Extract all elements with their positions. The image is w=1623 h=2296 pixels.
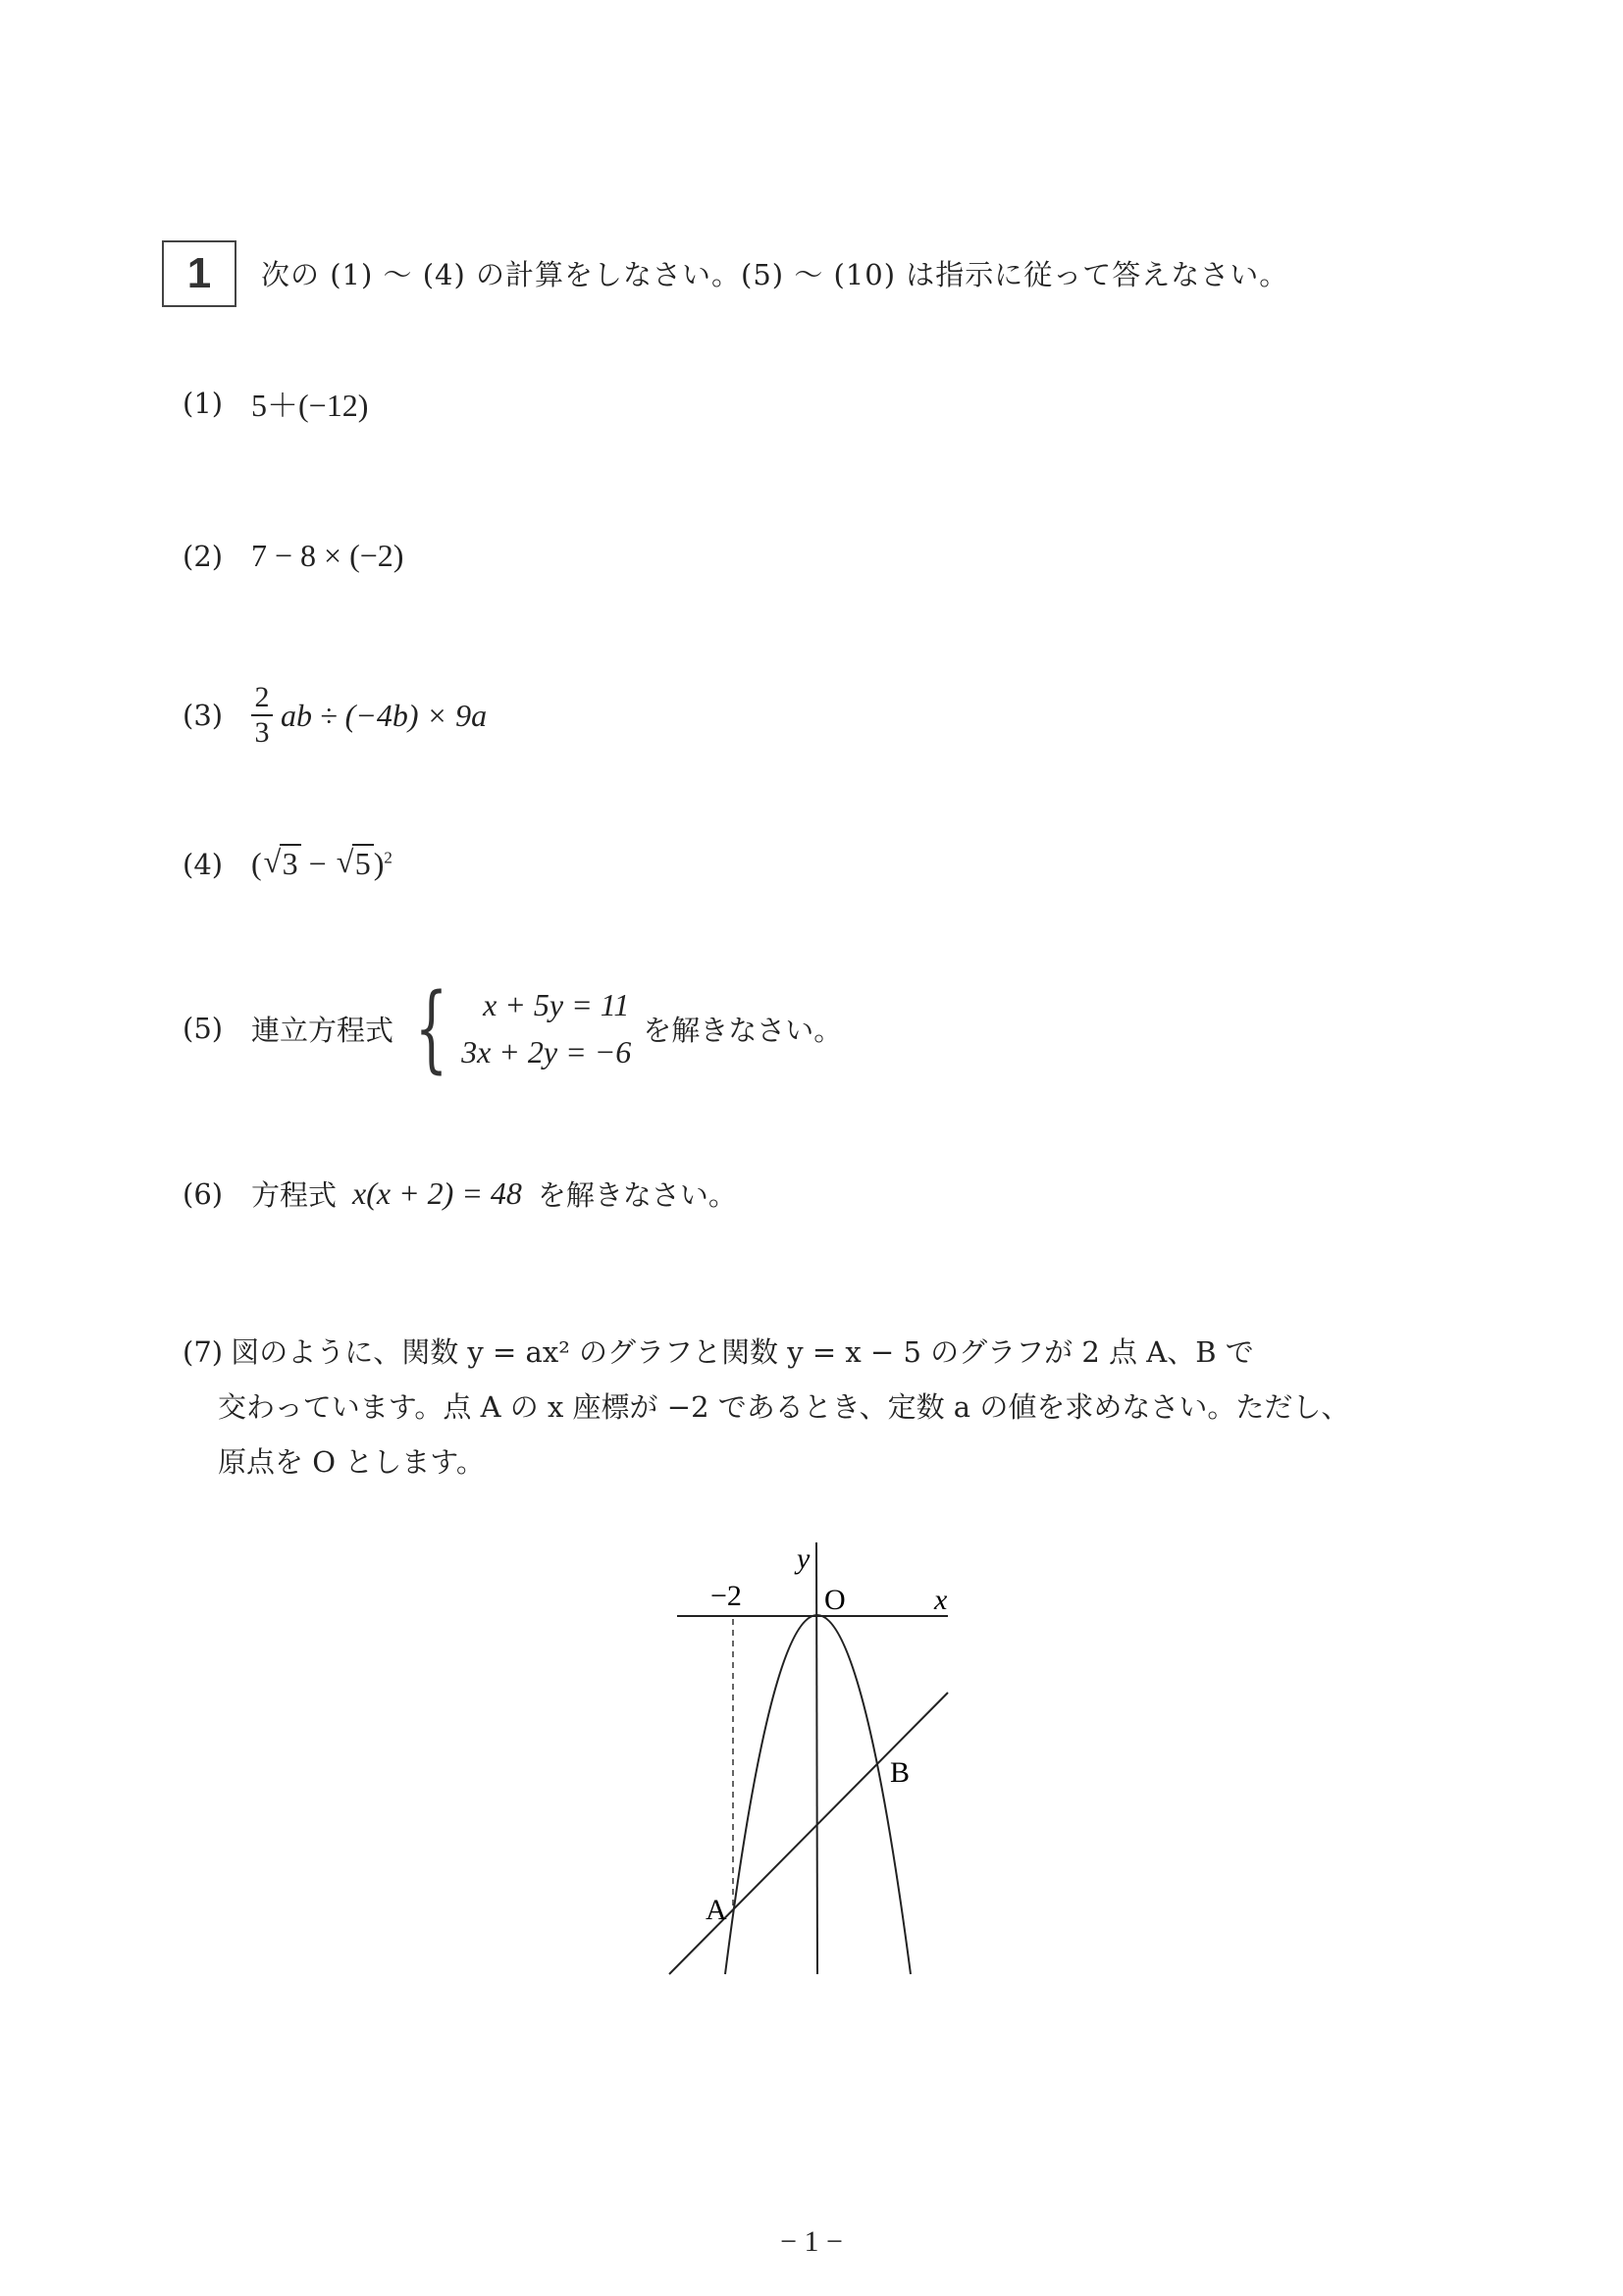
paren-close: ) (373, 846, 385, 881)
equation-2: 3x + 2y = −6 (461, 1034, 632, 1070)
problem-3 (183, 683, 487, 748)
problem-expression: 5＋(−12) (251, 388, 369, 423)
problem-2 (183, 538, 403, 574)
problem-7-line-2: 交わっています。点 A の x 座標が −2 であるとき、定数 a の値を求めなさい。ただし、 (218, 1390, 1350, 1424)
left-brace-icon: { (414, 973, 448, 1083)
line-graph (669, 1693, 948, 1974)
problem-suffix: を解きなさい。 (537, 1178, 737, 1212)
problem-1 (183, 381, 368, 426)
problem-7 (183, 1325, 1448, 1489)
radicand: 5 (352, 844, 374, 881)
square-root (264, 846, 301, 882)
problem-label: (5) (183, 1012, 224, 1045)
problem-prefix: 連立方程式 (251, 1013, 394, 1047)
y-axis (816, 1542, 817, 1974)
problem-expression: ab ÷ (−4b) × 9a (281, 697, 488, 733)
point-b-label: B (890, 1756, 911, 1789)
tick-label-minus-2: −2 (710, 1580, 742, 1612)
y-axis-label: y (797, 1542, 811, 1575)
section-number-box (162, 240, 236, 307)
problem-5 (183, 973, 843, 1083)
problem-label: (4) (183, 847, 224, 881)
equations (461, 981, 631, 1075)
problem-label: (2) (183, 539, 224, 573)
square-root (337, 846, 374, 882)
radicand: 3 (280, 844, 301, 881)
problem-expression: 7 − 8 × (−2) (251, 538, 404, 573)
fraction-denominator: 3 (254, 716, 270, 749)
paren-open: ( (251, 846, 262, 881)
problem-prefix: 方程式 (251, 1178, 338, 1212)
problem-expression (251, 846, 393, 882)
problem-4 (183, 846, 393, 882)
problem-suffix: を解きなさい。 (643, 1013, 843, 1047)
problem-label: (7) (183, 1335, 224, 1369)
problem-label: (6) (183, 1176, 224, 1211)
problem-label: (3) (183, 699, 224, 732)
problem-label: (1) (183, 387, 224, 420)
section-number: 1 (186, 249, 212, 297)
problem-7-line-1 (183, 1325, 1448, 1380)
x-axis-label: x (934, 1584, 948, 1616)
page-number: − 1 − (780, 2225, 843, 2258)
point-a-label: A (706, 1894, 727, 1926)
equation-system (401, 973, 632, 1083)
problem-expression: x(x + 2) = 48 (352, 1175, 522, 1211)
problem-6 (183, 1174, 737, 1214)
origin-label: O (824, 1584, 846, 1616)
equation-1: x + 5y = 11 (483, 987, 630, 1022)
fraction-numerator: 2 (254, 681, 270, 713)
problem-7-line-3: 原点を O とします。 (218, 1445, 485, 1479)
minus-sign: − (300, 846, 335, 881)
radical-sign-icon: √ (263, 844, 282, 879)
graph-figure (648, 1531, 981, 1992)
section-instruction: 次の (1) ～ (4) の計算をしなさい。(5) ～ (10) は指示に従って答えなさい。 (261, 258, 1289, 291)
fraction (251, 683, 273, 748)
problem-text: 図のように、関数 y = ax² のグラフと関数 y = x − 5 のグラフが 2 点 A、B で (231, 1335, 1254, 1369)
radical-sign-icon: √ (336, 844, 354, 879)
exponent: 2 (384, 848, 393, 867)
